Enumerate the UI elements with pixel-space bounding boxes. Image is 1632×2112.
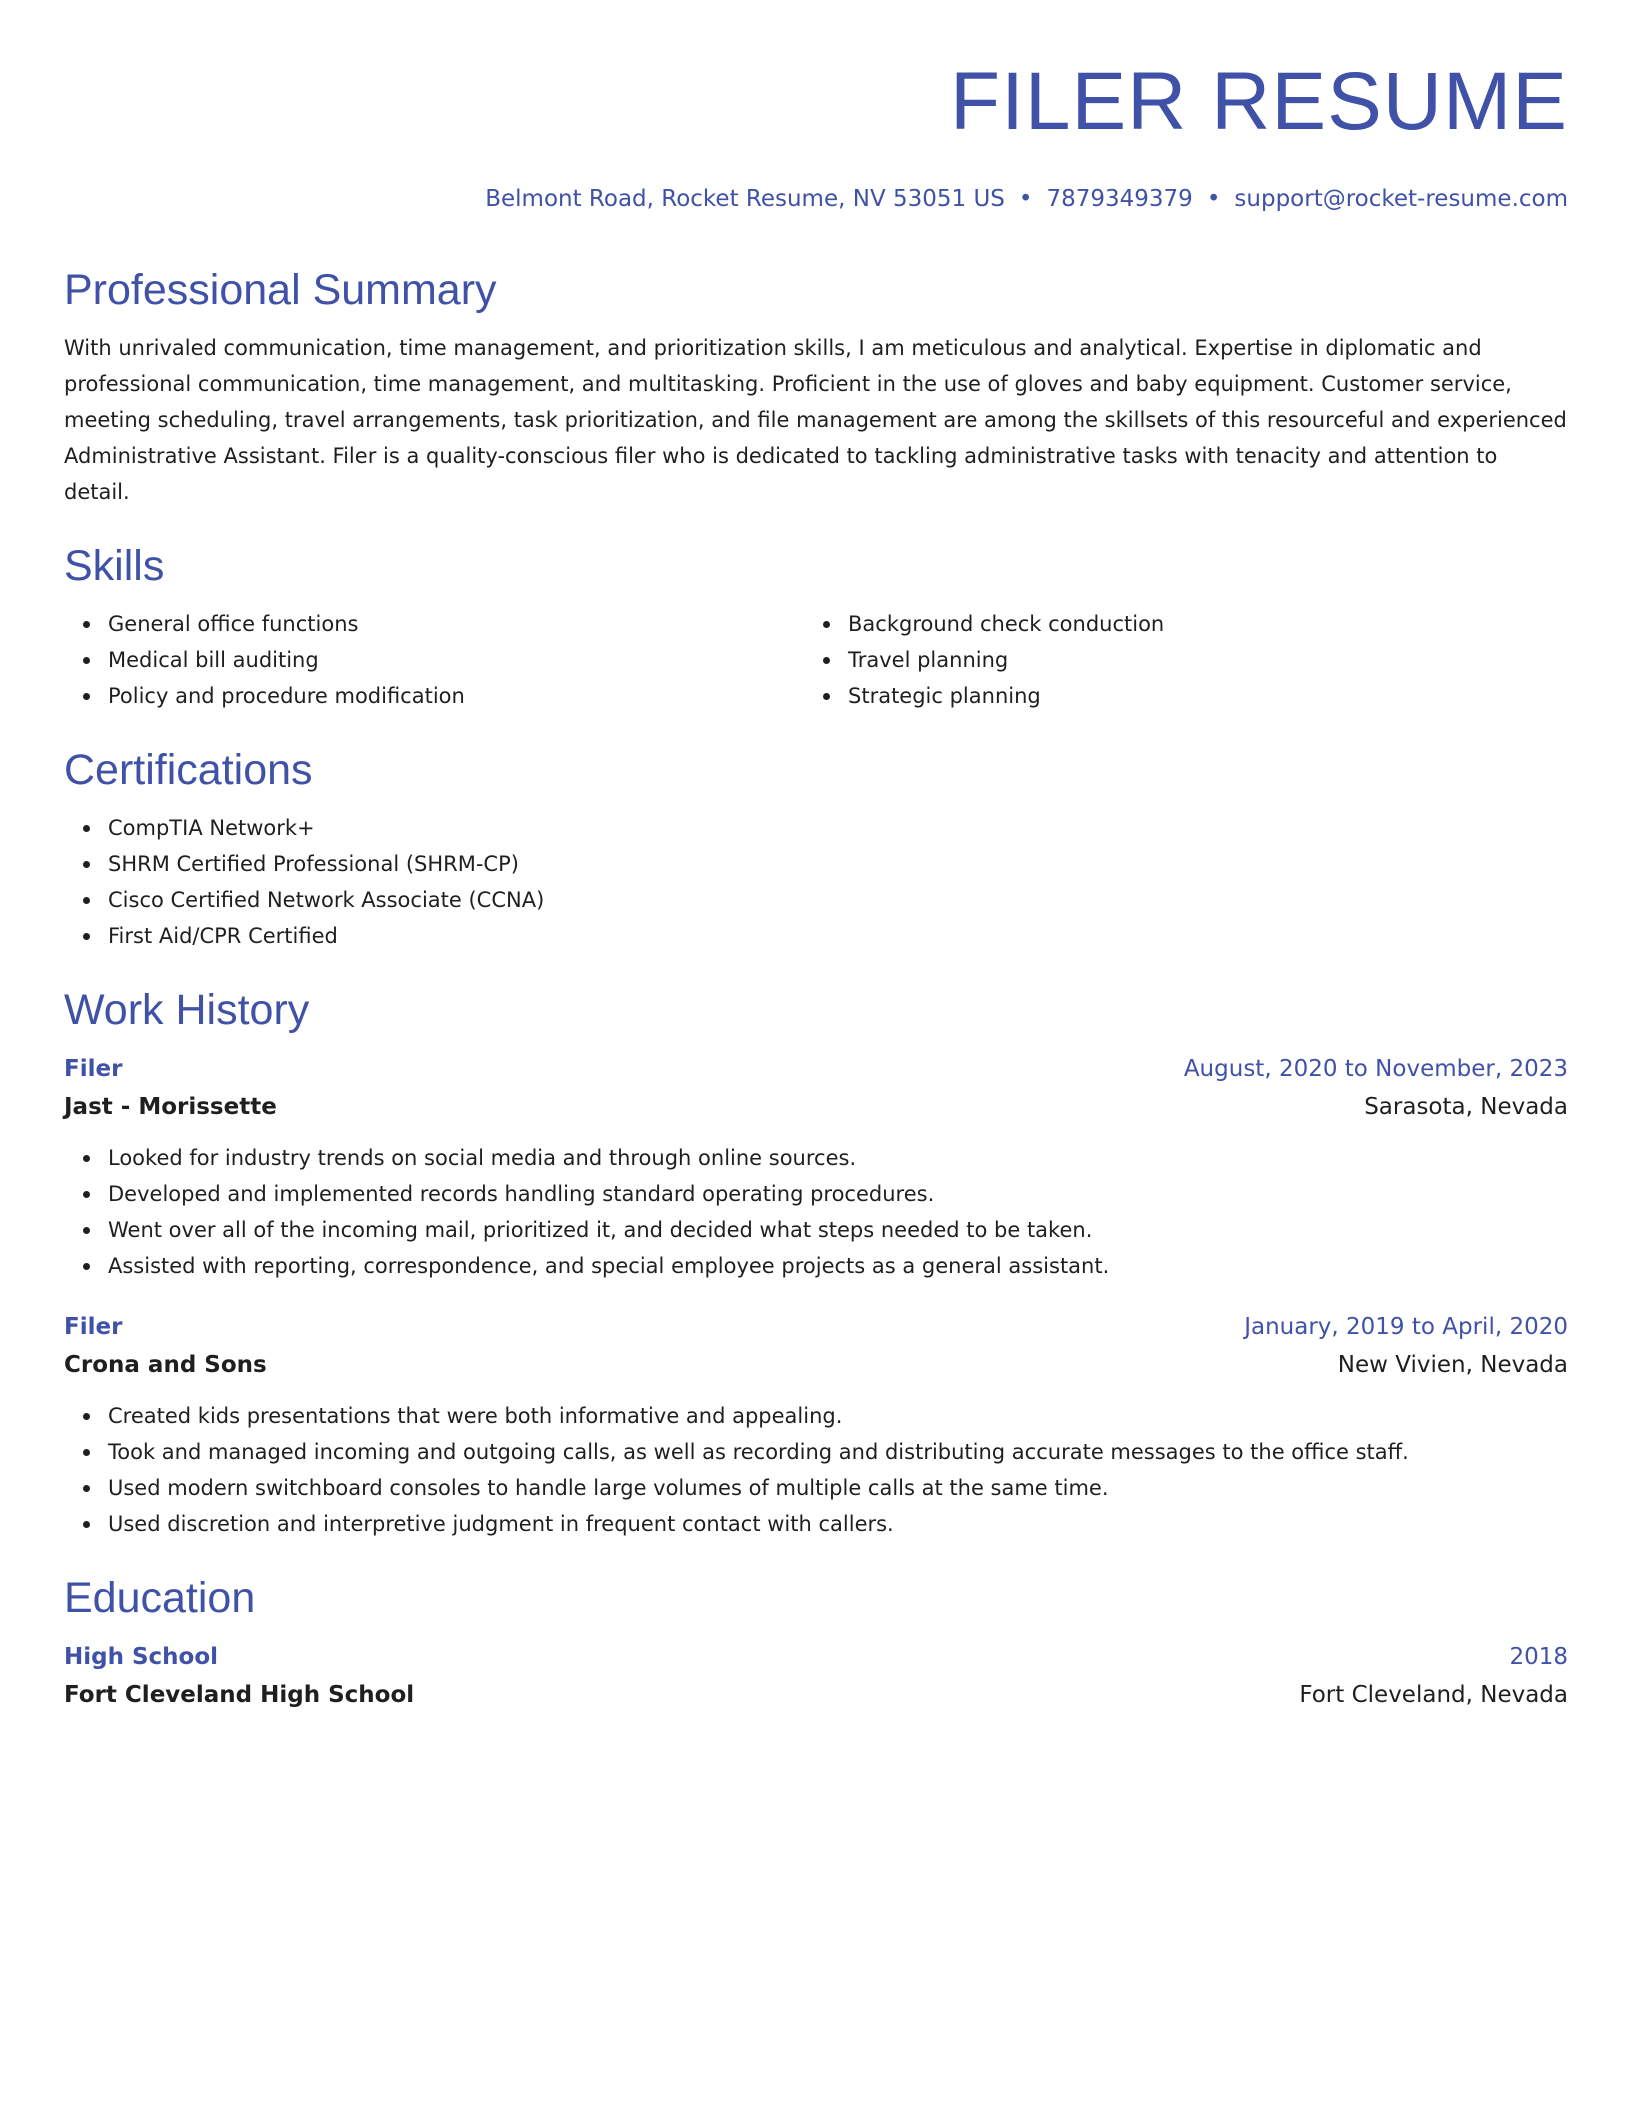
certification-item: Cisco Certified Network Associate (CCNA)	[108, 882, 1568, 918]
skills-list-right	[804, 606, 1544, 714]
job-company-row	[64, 1346, 1568, 1384]
job-entry	[64, 1050, 1568, 1284]
resume-header	[64, 54, 1568, 214]
summary-text: With unrivaled communication, time management, and prioritization skills, I am meticulous and analytical. Expertise in diplomatic and professional communication, time management, and multitasking. Proficient in the use of gloves and baby equipment. Customer service, meeting scheduling, travel arrangements, task prioritization, and file management are among the skillsets of this resourceful and experienced Administrative Assistant. Filer is a quality-conscious filer who is dedicated to tackling administrative tasks with tenacity and attention to detail.	[64, 336, 1567, 504]
resume-name: FILER RESUME	[950, 56, 1568, 147]
contact-separator: •	[1018, 186, 1033, 212]
contact-phone: 7879349379	[1046, 186, 1193, 212]
work-history-heading: Work History	[64, 986, 310, 1034]
job-duty: Took and managed incoming and outgoing calls, as well as recording and distributing accurate messages to the office staff.	[108, 1434, 1568, 1470]
skills-column-right	[804, 606, 1544, 714]
certification-item: SHRM Certified Professional (SHRM-CP)	[108, 846, 1568, 882]
job-company: Crona and Sons	[64, 1352, 267, 1378]
job-header-row	[64, 1050, 1568, 1088]
certification-item: First Aid/CPR Certified	[108, 918, 1568, 954]
certifications-heading: Certifications	[64, 746, 313, 794]
summary-section	[64, 264, 1568, 510]
skill-item: Policy and procedure modification	[108, 678, 804, 714]
contact-address: Belmont Road, Rocket Resume, NV 53051 US	[485, 186, 1005, 212]
summary-heading: Professional Summary	[64, 266, 497, 314]
education-location: Fort Cleveland, Nevada	[1299, 1682, 1568, 1708]
education-year: 2018	[1509, 1644, 1568, 1670]
skills-list-left	[64, 606, 804, 714]
job-duty: Developed and implemented records handling standard operating procedures.	[108, 1176, 1568, 1212]
education-entry	[64, 1638, 1568, 1714]
job-duty: Assisted with reporting, correspondence, and special employee projects as a general assistant.	[108, 1248, 1568, 1284]
job-dates: January, 2019 to April, 2020	[1244, 1314, 1568, 1340]
work-history-section	[64, 984, 1568, 1542]
job-location: New Vivien, Nevada	[1337, 1352, 1568, 1378]
education-header-row	[64, 1638, 1568, 1676]
skills-grid	[64, 606, 1568, 714]
job-duty: Used discretion and interpretive judgment in frequent contact with callers.	[108, 1506, 1568, 1542]
education-degree: High School	[64, 1644, 219, 1670]
job-entry	[64, 1308, 1568, 1542]
job-duties-list	[64, 1398, 1568, 1542]
job-company-row	[64, 1088, 1568, 1126]
education-school: Fort Cleveland High School	[64, 1682, 415, 1708]
certification-item: CompTIA Network+	[108, 810, 1568, 846]
job-duty: Used modern switchboard consoles to handle large volumes of multiple calls at the same time.	[108, 1470, 1568, 1506]
job-title: Filer	[64, 1056, 123, 1082]
skill-item: Strategic planning	[848, 678, 1544, 714]
job-company: Jast - Morissette	[64, 1094, 277, 1120]
certifications-section	[64, 744, 1568, 954]
contact-separator: •	[1206, 186, 1221, 212]
education-heading: Education	[64, 1574, 256, 1622]
job-duty: Went over all of the incoming mail, prioritized it, and decided what steps needed to be taken.	[108, 1212, 1568, 1248]
skill-item: Medical bill auditing	[108, 642, 804, 678]
job-header-row	[64, 1308, 1568, 1346]
job-dates: August, 2020 to November, 2023	[1183, 1056, 1568, 1082]
education-section	[64, 1572, 1568, 1714]
job-duty: Created kids presentations that were both informative and appealing.	[108, 1398, 1568, 1434]
certifications-list	[64, 810, 1568, 954]
job-location: Sarasota, Nevada	[1364, 1094, 1568, 1120]
job-title: Filer	[64, 1314, 123, 1340]
job-duty: Looked for industry trends on social media and through online sources.	[108, 1140, 1568, 1176]
skills-column-left	[64, 606, 804, 714]
education-school-row	[64, 1676, 1568, 1714]
contact-email: support@rocket-resume.com	[1234, 186, 1568, 212]
skills-heading: Skills	[64, 542, 165, 590]
skills-section	[64, 540, 1568, 714]
contact-line	[64, 184, 1568, 214]
job-duties-list	[64, 1140, 1568, 1284]
skill-item: Travel planning	[848, 642, 1544, 678]
skill-item: General office functions	[108, 606, 804, 642]
skill-item: Background check conduction	[848, 606, 1544, 642]
